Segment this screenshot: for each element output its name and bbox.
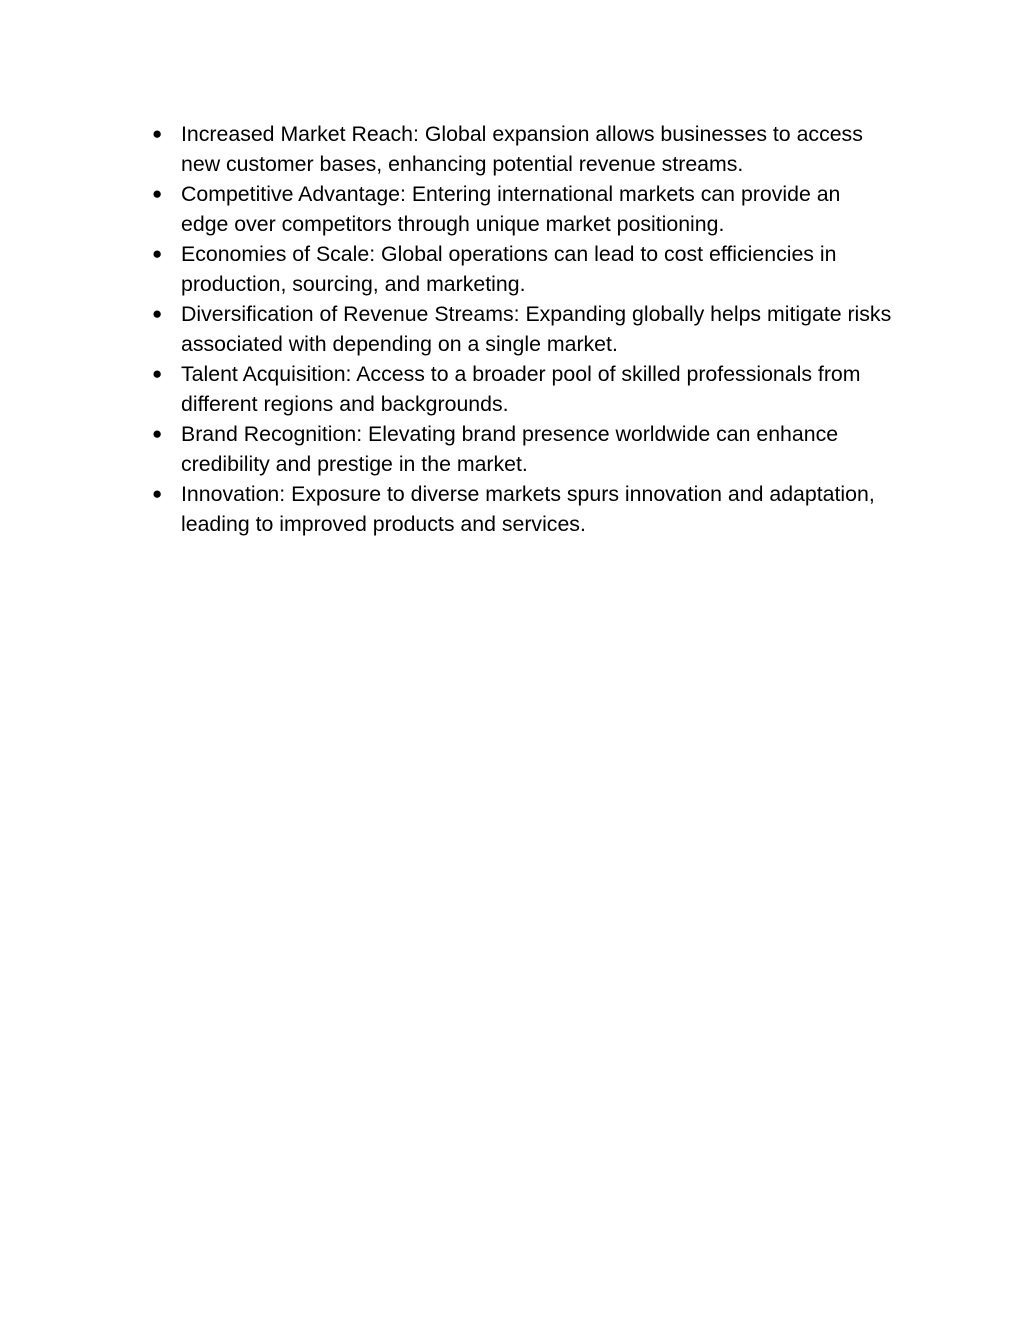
bullet-icon: ● [152,244,163,263]
list-item [152,359,892,419]
list-item [152,479,892,539]
list-item-text: Talent Acquisition: Access to a broader pool of skilled professionals from different regions and backgrounds. [181,362,861,416]
list-item [152,419,892,479]
bullet-icon: ● [152,424,163,443]
list-item-text: Increased Market Reach: Global expansion allows businesses to access new customer bases, enhancing potential revenue streams. [181,122,863,176]
list-item-text: Competitive Advantage: Entering international markets can provide an edge over competitors through unique market positioning. [181,182,841,236]
bullet-icon: ● [152,364,163,383]
bullet-icon: ● [152,184,163,203]
list-item [152,119,892,179]
list-item-text: Economies of Scale: Global operations can lead to cost efficiencies in production, sourcing, and marketing. [181,242,837,296]
list-item [152,239,892,299]
list-item [152,179,892,239]
benefits-bullet-list [152,119,892,539]
bullet-icon: ● [152,484,163,503]
list-item-text: Diversification of Revenue Streams: Expanding globally helps mitigate risks associated with depending on a single market. [181,302,892,356]
list-item [152,299,892,359]
bullet-icon: ● [152,124,163,143]
bullet-icon: ● [152,304,163,323]
list-item-text: Innovation: Exposure to diverse markets spurs innovation and adaptation, leading to improved products and services. [181,482,875,536]
list-item-text: Brand Recognition: Elevating brand presence worldwide can enhance credibility and prestige in the market. [181,422,839,476]
